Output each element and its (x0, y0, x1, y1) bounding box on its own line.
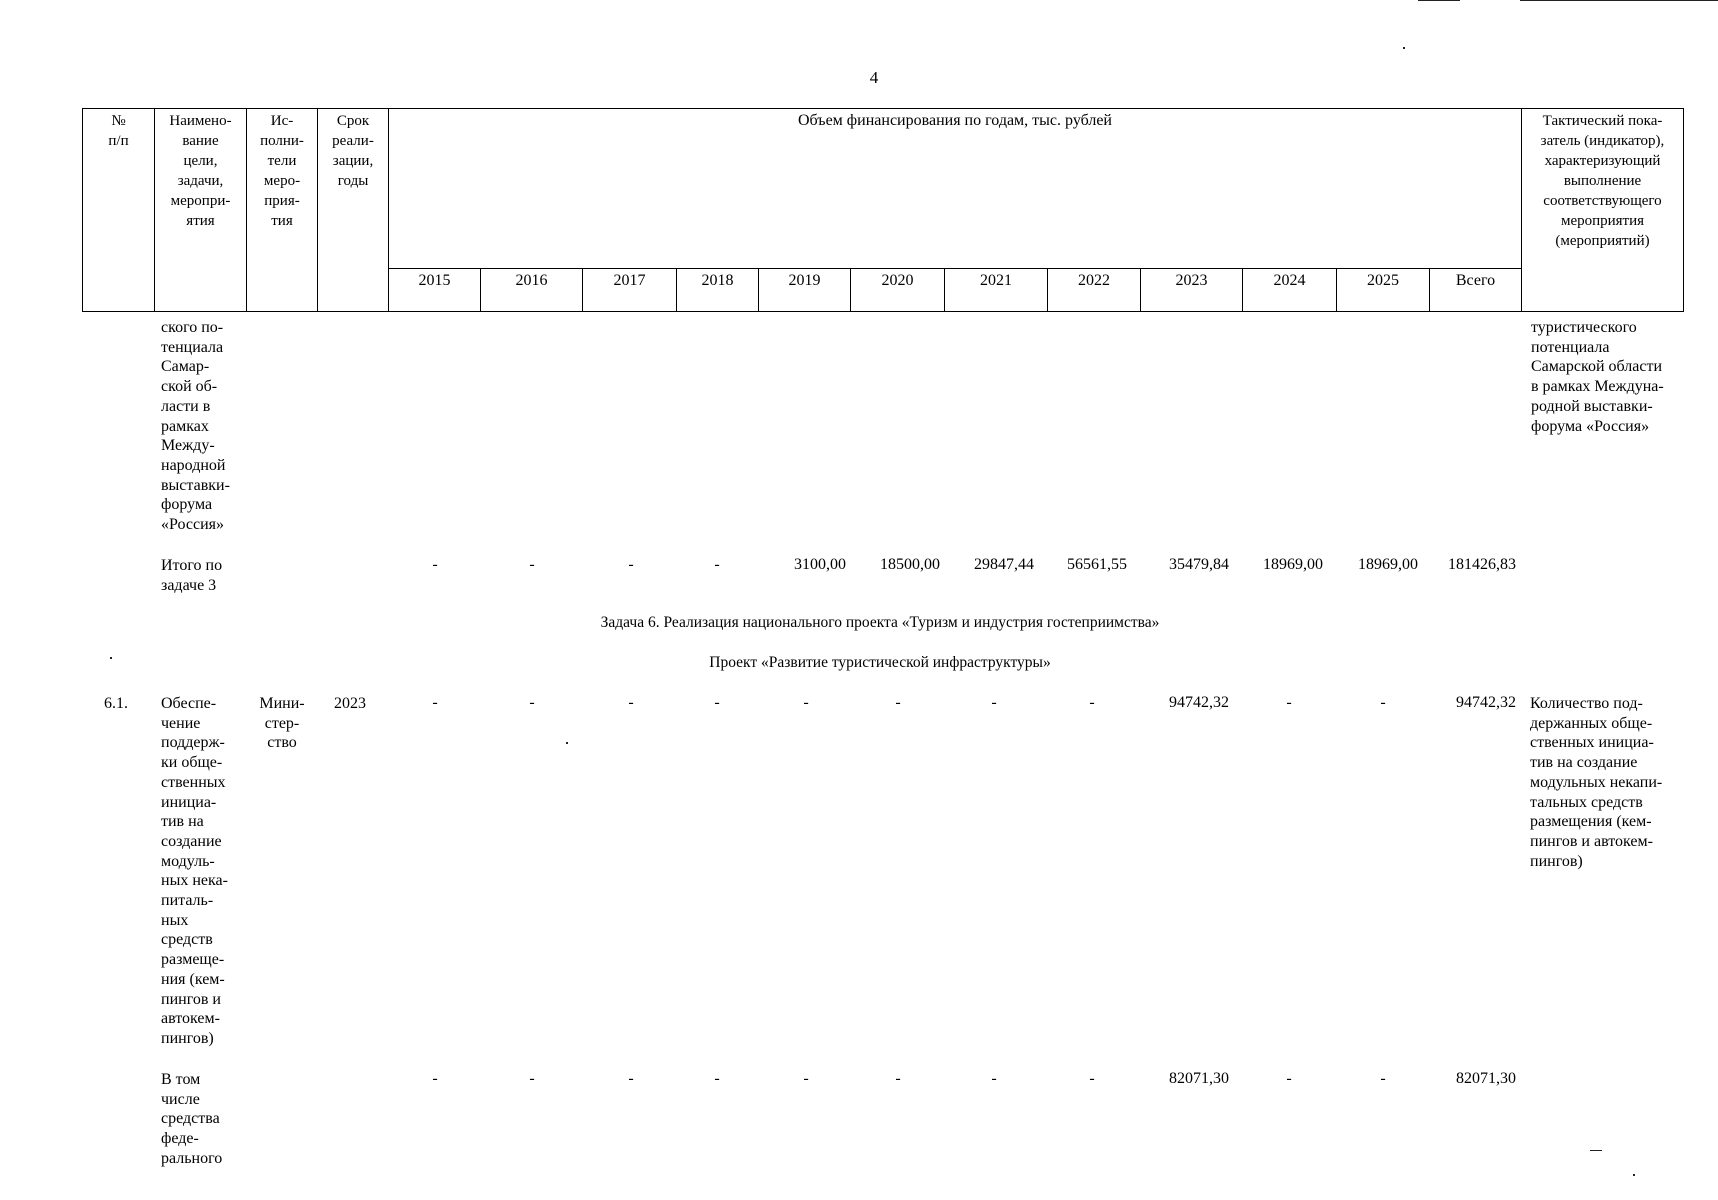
value-dash: - (991, 1070, 997, 1087)
page-number: 4 (869, 68, 879, 87)
value-dash: - (432, 556, 438, 573)
continued-row-name: ского по- тенциала Самар- ской об- ласти в рамках Между- народной выставки- форума «Россия» (161, 319, 230, 534)
total-row-name: Итого по задаче 3 (161, 557, 223, 594)
value-dash: - (432, 694, 438, 711)
value-cell: 18969,00 (1358, 556, 1418, 573)
scan-speck (1590, 1150, 1602, 1151)
header-year: 2015 (389, 269, 481, 312)
header-year: 2023 (1141, 269, 1243, 312)
header-year: 2017 (583, 269, 677, 312)
value-cell: 181426,83 (1448, 556, 1516, 573)
value-cell: 35479,84 (1169, 556, 1229, 573)
value-cell: 29847,44 (974, 556, 1034, 573)
value-dash: - (803, 694, 809, 711)
header-executor: Ис- полни- тели меро- прия- тия (247, 109, 318, 312)
scan-speck (1418, 0, 1460, 1)
value-dash: - (1089, 694, 1095, 711)
project-title: Проект «Развитие туристической инфраструктуры» (709, 654, 1051, 671)
scan-speck (1520, 0, 1718, 1)
header-year: 2019 (759, 269, 851, 312)
header-year: 2018 (677, 269, 759, 312)
value-dash: - (529, 694, 535, 711)
value-cell: 82071,30 (1456, 1070, 1516, 1087)
header-name: Наимено- вание цели, задачи, меропри- ятия (155, 109, 247, 312)
value-dash: - (529, 1070, 535, 1087)
scan-speck (1633, 1174, 1635, 1176)
scan-speck (566, 742, 568, 744)
value-dash: - (803, 1070, 809, 1087)
value-dash: - (628, 694, 634, 711)
value-dash: - (714, 694, 720, 711)
continued-row-indicator: туристического потенциала Самарской области в рамках Междуна- родной выставки- форума «Россия» (1531, 319, 1664, 435)
row-6-1-indicator: Количество под- держанных обще- ственных инициа- тив на создание модульных некапи- тальных средств размещения (кем- пингов и автокем- пингов) (1530, 695, 1663, 870)
value-dash: - (991, 694, 997, 711)
task-title: Задача 6. Реализация национального проекта «Туризм и индустрия гостеприимства» (600, 614, 1160, 631)
header-year: 2016 (481, 269, 583, 312)
federal-row-name: В том числе средства феде- рального (161, 1071, 223, 1167)
value-dash: - (628, 1070, 634, 1087)
header-term: Срок реали- зации, годы (318, 109, 389, 312)
value-cell: 18969,00 (1263, 556, 1323, 573)
scan-speck (1403, 47, 1405, 49)
value-dash: - (1089, 1070, 1095, 1087)
value-dash: - (628, 556, 634, 573)
row-6-1-number: 6.1. (104, 695, 128, 712)
header-funding: Объем финансирования по годам, тыс. рублей (389, 109, 1522, 269)
value-cell: 18500,00 (880, 556, 940, 573)
header-year: 2021 (945, 269, 1048, 312)
header-year: 2022 (1048, 269, 1141, 312)
header-no: № п/п (83, 109, 155, 312)
value-cell: 3100,00 (794, 556, 846, 573)
header-year-total: Всего (1430, 269, 1522, 312)
header-year: 2024 (1243, 269, 1337, 312)
row-6-1-term: 2023 (334, 695, 366, 712)
table-header (82, 108, 1684, 312)
value-cell: 94742,32 (1169, 694, 1229, 711)
header-year: 2020 (851, 269, 945, 312)
header-indicator: Тактический пока- затель (индикатор), характеризующий выполнение соответствующего мероприятия (мероприятий) (1522, 109, 1684, 312)
value-dash: - (1286, 1070, 1292, 1087)
row-6-1-name: Обеспе- чение поддерж- ки обще- ственных инициа- тив на создание модуль- ных нека- питаль- ных средств размеще- ния (кем- пингов и автокем- пингов) (161, 695, 228, 1047)
value-dash: - (714, 1070, 720, 1087)
value-dash: - (529, 556, 535, 573)
value-cell: 56561,55 (1067, 556, 1127, 573)
scan-speck (110, 657, 112, 659)
value-dash: - (1380, 1070, 1386, 1087)
value-cell: 94742,32 (1456, 694, 1516, 711)
value-dash: - (1380, 694, 1386, 711)
value-dash: - (714, 556, 720, 573)
value-cell: 82071,30 (1169, 1070, 1229, 1087)
value-dash: - (895, 694, 901, 711)
header-year: 2025 (1337, 269, 1430, 312)
value-dash: - (1286, 694, 1292, 711)
value-dash: - (432, 1070, 438, 1087)
value-dash: - (895, 1070, 901, 1087)
row-6-1-executor: Мини- стер- ство (259, 695, 305, 752)
